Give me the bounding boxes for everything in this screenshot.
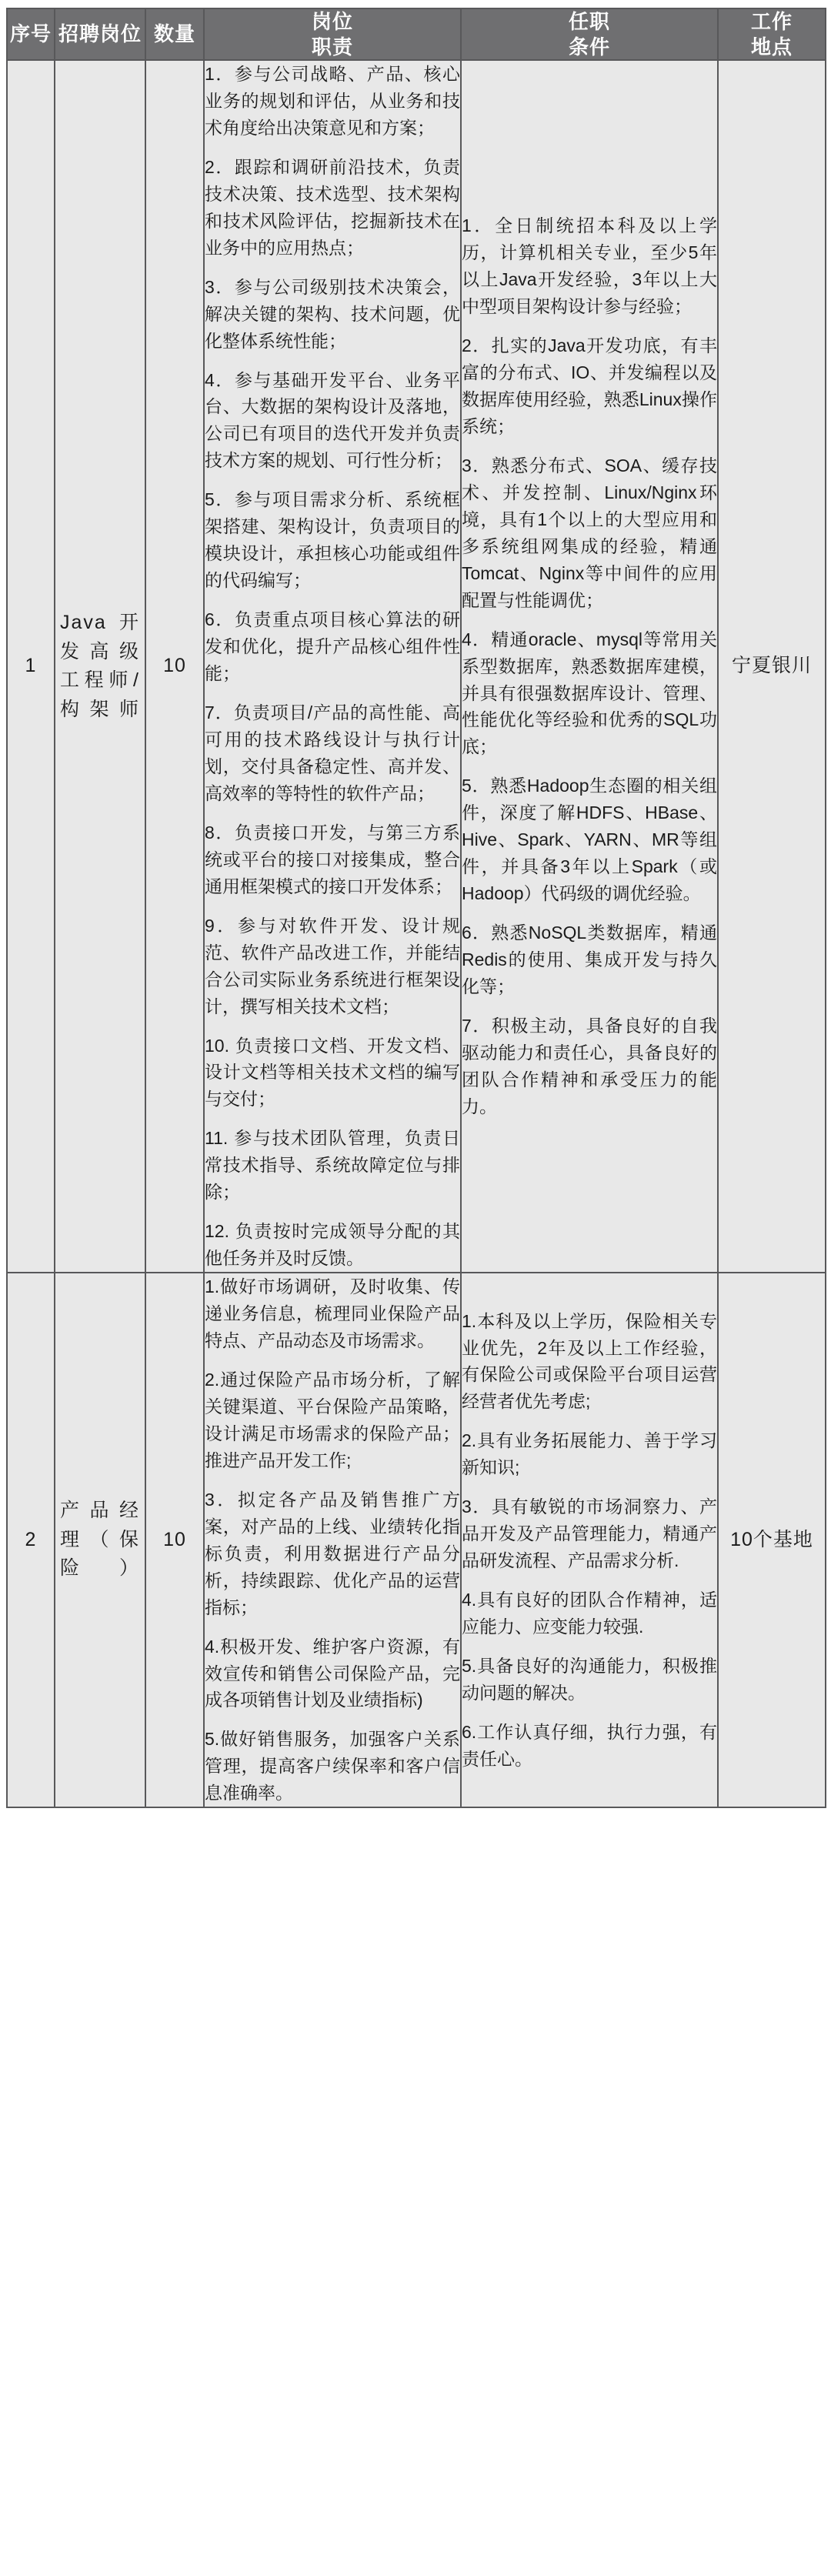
row-post (55, 60, 145, 1273)
table-header (7, 8, 826, 60)
requirement-item: 5．熟悉Hadoop生态圈的相关组件，深度了解HDFS、HBase、Hive、Spark、YARN、MR等组件，并具备3年以上Spark（或Hadoop）代码级的调优经验。 (462, 776, 717, 904)
duty-item: 2．跟踪和调研前沿技术，负责技术决策、技术选型、技术架构和技术风险评估，挖掘新技术在业务中的应用热点； (205, 156, 460, 258)
row-location (718, 1273, 826, 1807)
requirement-item: 1．全日制统招本科及以上学历，计算机相关专业，至少5年以上Java开发经验，3年以上大中型项目架构设计参与经验； (462, 215, 717, 317)
row-post (55, 1273, 145, 1807)
column-header-req-line2: 条件 (568, 35, 610, 58)
row-location-label: 宁夏银川 (731, 655, 812, 677)
row-requirements (461, 60, 718, 1273)
duty-item: 6．负责重点项目核心算法的研发和优化，提升产品核心组件性能； (205, 609, 460, 684)
column-header-loc-line1: 工作 (750, 10, 793, 33)
row-duties (204, 1273, 461, 1807)
row-duties (204, 60, 461, 1273)
row-post-label: Java开发高级工程师/构架师 (60, 612, 140, 720)
row-no: 1 (7, 60, 55, 1273)
table-body (7, 60, 826, 1807)
row-num-label: 10 (163, 1528, 186, 1550)
table-row (7, 60, 826, 1273)
column-header-no (7, 8, 55, 60)
requirement-item: 4．精通oracle、mysql等常用关系型数据库，熟悉数据库建模，并具有很强数据库设计、管理、性能优化等经验和优秀的SQL功底； (462, 629, 717, 757)
duty-item: 1.做好市场调研，及时收集、传递业务信息，梳理同业保险产品特点、产品动态及市场需求。 (205, 1276, 460, 1351)
row-requirements (461, 1273, 718, 1807)
column-header-loc-line2: 地点 (750, 35, 793, 58)
requirement-item: 1.本科及以上学历，保险相关专业优先，2年及以上工作经验，有保险公司或保险平台项目运营经营者优先考虑; (462, 1310, 717, 1412)
column-header-req-line1: 任职 (568, 10, 610, 33)
duty-item: 1．参与公司战略、产品、核心业务的规划和评估，从业务和技术角度给出决策意见和方案； (205, 64, 460, 138)
row-num (145, 1273, 204, 1807)
column-header-duty-line1: 岗位 (311, 10, 353, 33)
requirement-item: 7．积极主动，具备良好的自我驱动能力和责任心，具备良好的团队合作精神和承受压力的能力。 (462, 1016, 717, 1116)
duty-item: 5.做好销售服务，加强客户关系管理，提高客户续保率和客户信息准确率。 (205, 1729, 460, 1804)
column-header-loc (718, 8, 826, 60)
duty-item: 5．参与项目需求分析、系统框架搭建、架构设计，负责项目的模块设计，承担核心功能或组件的代码编写； (205, 489, 460, 591)
requirement-item: 3．具有敏锐的市场洞察力、产品开发及产品管理能力，精通产品研发流程、产品需求分析. (462, 1497, 717, 1571)
requirement-item: 4.具有良好的团队合作精神，适应能力、应变能力较强. (462, 1590, 717, 1637)
duty-item: 4．参与基础开发平台、业务平台、大数据的架构设计及落地，公司已有项目的迭代开发并负责技术方案的规划、可行性分析； (205, 369, 460, 471)
column-header-num-label: 数量 (153, 22, 195, 46)
duty-item: 10. 负责接口文档、开发文档、设计文档等相关技术文档的编写与交付； (205, 1035, 460, 1109)
row-post-label: 产品经理（保险） (60, 1500, 140, 1580)
column-header-req (461, 8, 718, 60)
requirement-item: 2.具有业务拓展能力、善于学习新知识; (462, 1430, 717, 1478)
requirement-item: 2．扎实的Java开发功底，有丰富的分布式、IO、并发编程以及数据库使用经验，熟悉Linux操作系统； (462, 335, 717, 436)
duty-item: 3．拟定各产品及销售推广方案，对产品的上线、业绩转化指标负责，利用数据进行产品分析，持续跟踪、优化产品的运营指标； (205, 1489, 460, 1617)
row-num-label: 10 (163, 655, 186, 677)
table-row (7, 1273, 826, 1807)
duty-item: 12. 负责按时完成领导分配的其他任务并及时反馈。 (205, 1221, 460, 1269)
column-header-post-label: 招聘岗位 (58, 22, 142, 46)
requirement-item: 3．熟悉分布式、SOA、缓存技术、并发控制、Linux/Nginx环境，具有1个以上的大型应用和多系统组网集成的经验，精通Tomcat、Nginx等中间件的应用配置与性能调优； (462, 455, 717, 610)
requirement-item: 5.具备良好的沟通能力，积极推动问题的解决。 (462, 1656, 717, 1703)
duty-item: 11. 参与技术团队管理，负责日常技术指导、系统故障定位与排除； (205, 1128, 460, 1203)
table-header-row (7, 8, 826, 60)
row-num (145, 60, 204, 1273)
duty-item: 8．负责接口开发，与第三方系统或平台的接口对接集成，整合通用框架模式的接口开发体系； (205, 822, 460, 896)
requirement-item: 6．熟悉NoSQL类数据库，精通Redis的使用、集成开发与持久化等； (462, 923, 717, 997)
duty-item: 9．参与对软件开发、设计规范、软件产品改进工作，并能结合公司实际业务系统进行框架设计，撰写相关技术文档； (205, 915, 460, 1016)
duty-item: 3．参与公司级别技术决策会，解决关键的架构、技术问题，优化整体系统性能； (205, 276, 460, 351)
job-listing-table (6, 8, 826, 1808)
row-no: 2 (7, 1273, 55, 1807)
duty-item: 4.积极开发、维护客户资源，有效宣传和销售公司保险产品，完成各项销售计划及业绩指标) (205, 1636, 460, 1710)
column-header-post (55, 8, 145, 60)
duty-item: 2.通过保险产品市场分析，了解关键渠道、平台保险产品策略，设计满足市场需求的保险产品；推进产品开发工作; (205, 1369, 460, 1470)
row-location-label: 10个基地 (730, 1528, 813, 1550)
requirement-item: 6.工作认真仔细，执行力强，有责任心。 (462, 1721, 717, 1769)
row-location (718, 60, 826, 1273)
column-header-duty (204, 8, 461, 60)
duty-item: 7．负责项目/产品的高性能、高可用的技术路线设计与执行计划，交付具备稳定性、高并发、高效率的等特性的软件产品； (205, 702, 460, 803)
column-header-no-label: 序号 (9, 22, 52, 46)
column-header-num (145, 8, 204, 60)
column-header-duty-line2: 职责 (311, 35, 353, 58)
